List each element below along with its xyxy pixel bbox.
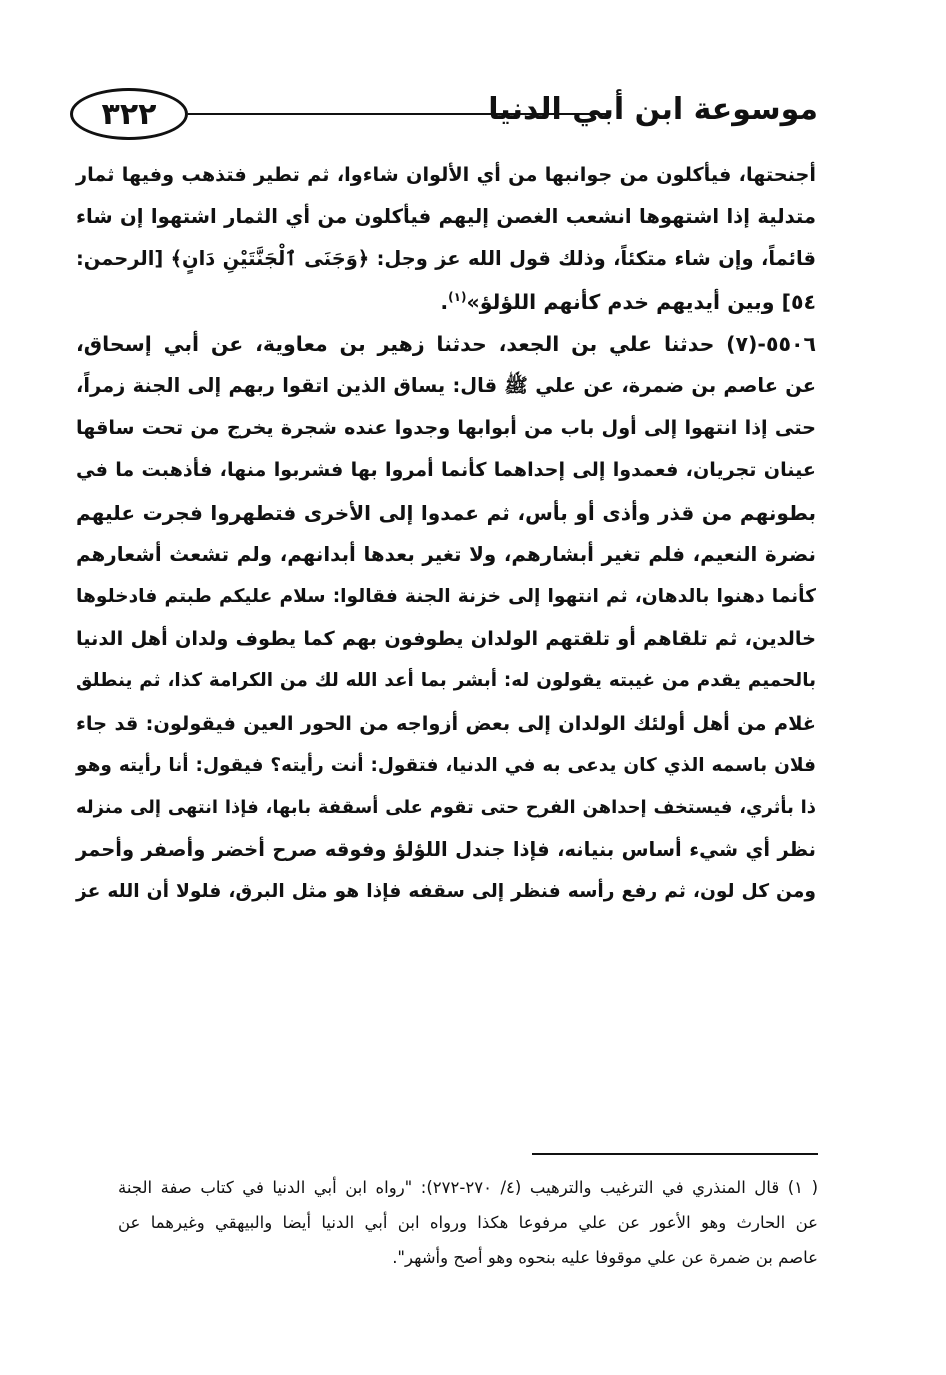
footnote-line: عن الحارث وهو الأعور عن علي مرفوعا هكذا ورواه ابن أبي الدنيا أيضا والبيهقي وغيرهما عن <box>118 1213 818 1232</box>
text-line: غلام من أهل أولئك الولدان إلى بعض أزواجه من الحور العين فيقولون: قد جاء <box>76 711 816 735</box>
text-line: عن عاصم بن ضمرة، عن علي ﷺ قال: يساق الذين اتقوا ربهم إلى الجنة زمراً، <box>76 374 816 398</box>
text-line: ذا بأثري، فيستخف إحداهن الفرح حتى تقوم على أسقفة بابها، فإذا انتهى إلى منزله <box>76 797 816 819</box>
text-line: حتى إذا انتهوا إلى أول باب من أبوابها وجدوا عنده شجرة يخرج من تحت ساقها <box>76 416 816 440</box>
text-line: بالحميم يقدم من غيبته يقولون له: أبشر بما أعد الله لك من الكرامة كذا، ثم ينطلق <box>76 670 816 692</box>
text-line: بطونهم من قذر وأذى أو بأس، ثم عمدوا إلى الأخرى فتطهروا فجرت عليهم <box>76 500 816 525</box>
page-number: ٣٢٢ <box>101 96 157 132</box>
text-line: خالدين، ثم تلقاهم أو تلقتهم الولدان يطوفون بهم كما يطوف ولدان أهل الدنيا <box>76 627 816 651</box>
text-line: عينان تجريان، فعمدوا إلى إحداهما كأنما أمروا بها فشربوا منها، فأذهبت ما في <box>76 458 816 482</box>
text-line: قائماً، وإن شاء متكئاً، وذلك قول الله عز وجل: ﴿وَجَنَى ٱلْجَنَّتَيْنِ دَانٍ﴾ [الرحمن: <box>76 247 816 271</box>
footnote-line: ( ١) قال المنذري في الترغيب والترهيب (٤/ ٢٧٠-٢٧٢): "رواه ابن أبي الدنيا في كتاب صفة الجنة <box>118 1178 819 1197</box>
footnote-ref: (١) <box>448 289 467 304</box>
text-line: ومن كل لون، ثم رفع رأسه فنظر إلى سقفه فإذا هو مثل البرق، فلولا أن الله عز <box>76 881 816 903</box>
running-header <box>70 84 818 150</box>
hadith-start-line: ٥٥٠٦-(٧) حدثنا علي بن الجعد، حدثنا زهير بن معاوية، عن أبي إسحاق، <box>76 331 816 356</box>
page-number-oval <box>70 88 188 140</box>
book-title: موسوعة ابن أبي الدنيا <box>488 92 818 127</box>
text-line: ٥٤] وبين أيديهم خدم كأنهم اللؤلؤ» <box>466 289 816 314</box>
footnotes <box>118 1170 818 1275</box>
footnote-rule <box>532 1153 818 1155</box>
text-line: نظر أي شيء أساس بنيانه، فإذا جندل اللؤلؤ وفوقه صرح أخضر وأصفر وأحمر <box>76 838 816 862</box>
text-line: أجنحتها، فيأكلون من جوانبها من أي الألوان شاءوا، ثم تطير فتذهب وفيها ثمار <box>76 163 816 186</box>
text-line: متدلية إذا اشتهوها انشعب الغصن إليهم فيأكلون من أي الثمار اشتهوا إن شاء <box>76 205 816 229</box>
text-line-with-footnote: ٥٤] وبين أيديهم خدم كأنهم اللؤلؤ»$^{(١)}$. <box>440 289 816 314</box>
footnote-line: عاصم بن ضمرة عن علي موقوفا عليه بنحوه وهو أصح وأشهر". <box>392 1248 818 1267</box>
text-line: فلان باسمه الذي كان يدعى به في الدنيا، فتقول: أنت رأيته؟ فيقول: أنا رأيته وهو <box>76 754 816 776</box>
text-line: نضرة النعيم، فلم تغير أبشارهم، ولا تغير بعدها أبدانهم، ولم تشعث أشعارهم <box>76 542 816 566</box>
main-text <box>76 154 816 914</box>
text-line: كأنما دهنوا بالدهان، ثم انتهوا إلى خزنة الجنة فقالوا: سلام عليكم طبتم فادخلوها <box>76 586 816 608</box>
